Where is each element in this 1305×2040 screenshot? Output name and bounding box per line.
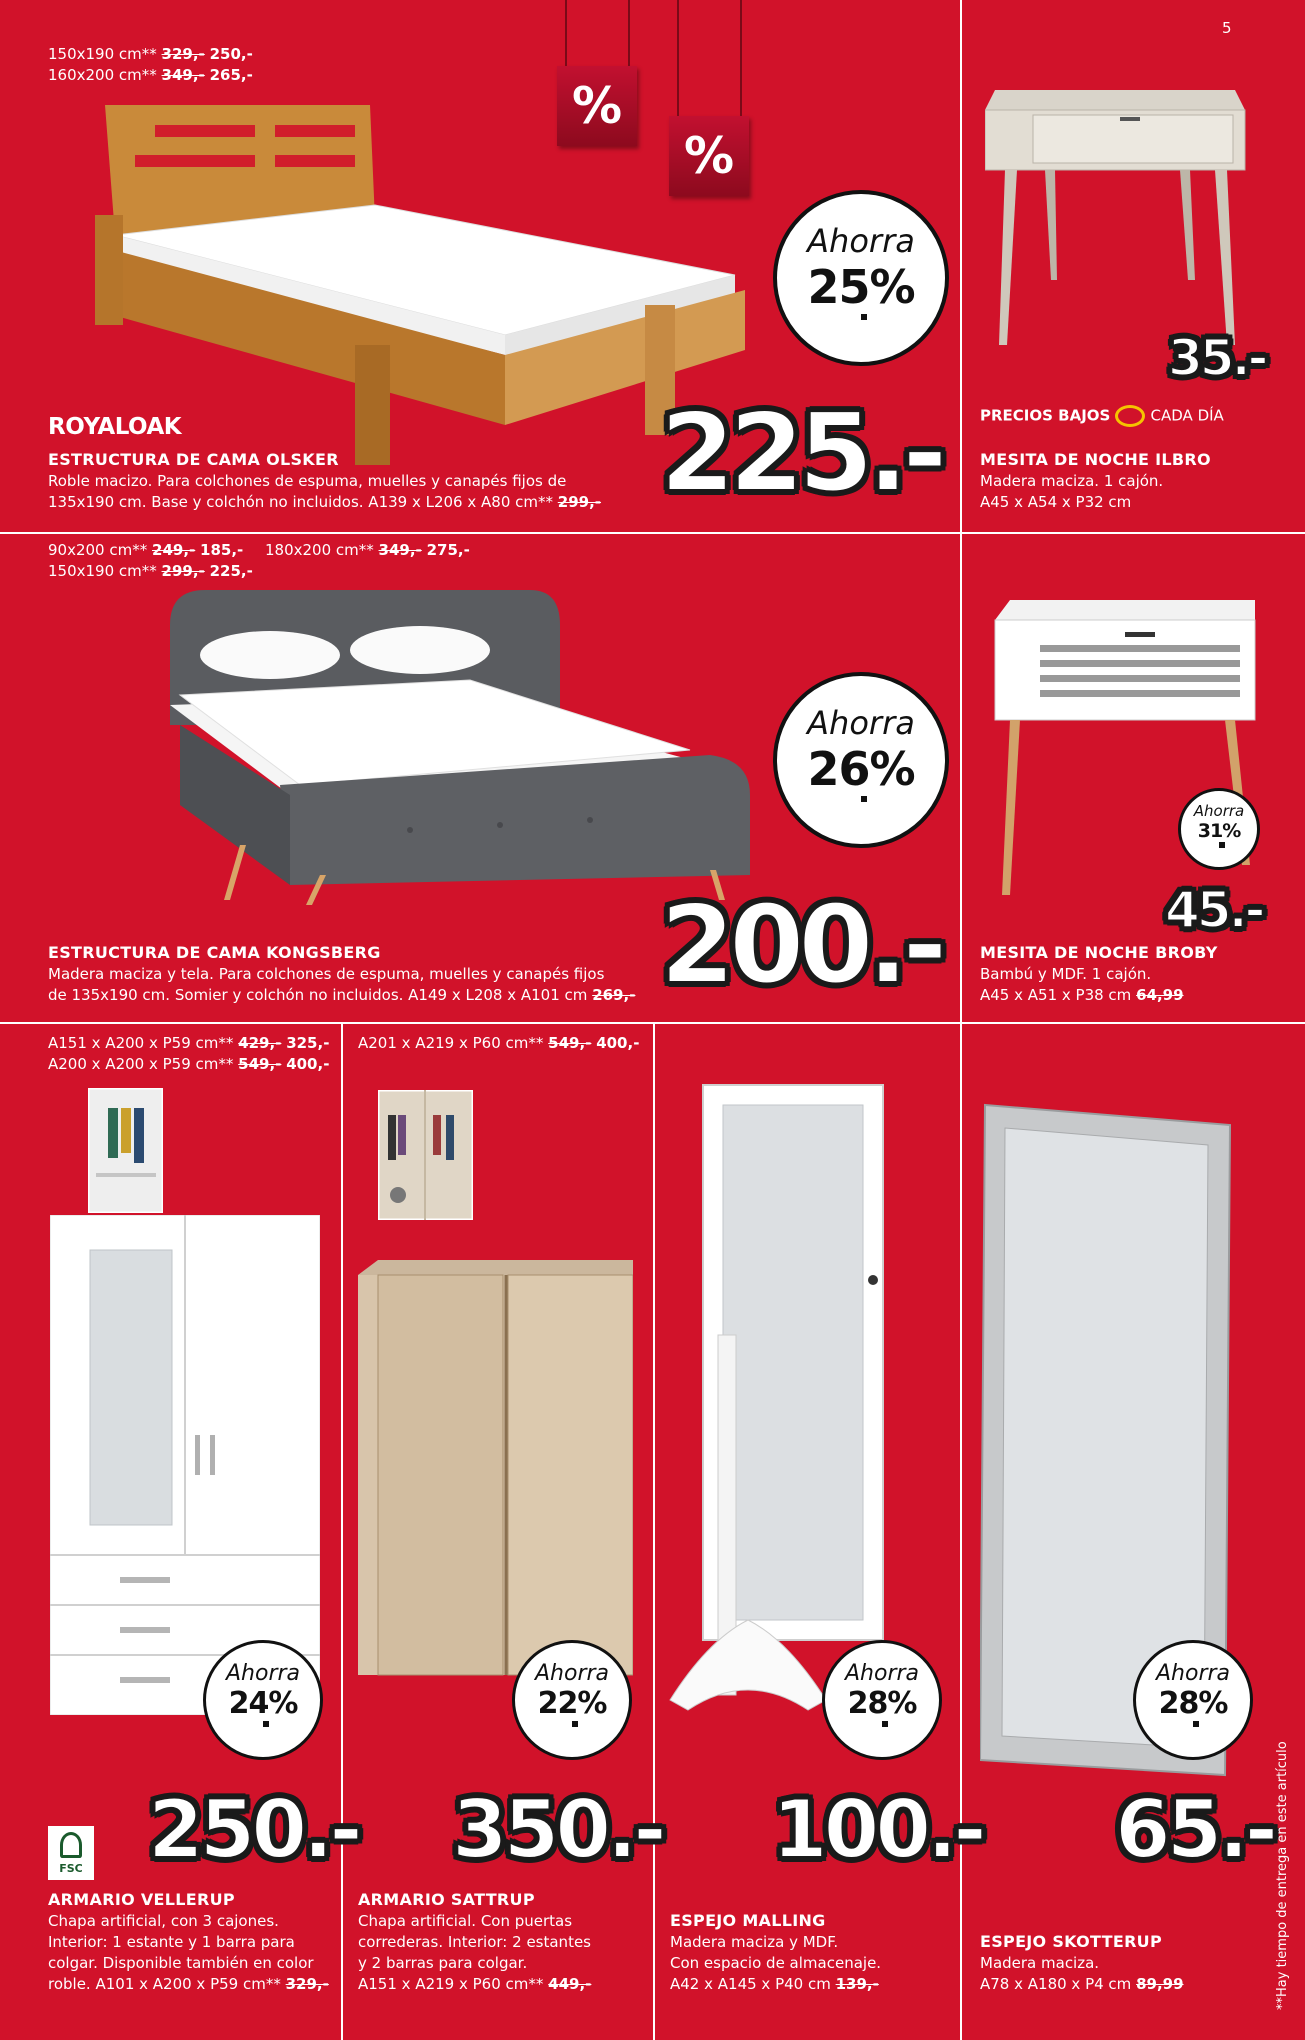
product-title: ESPEJO SKOTTERUP [980, 1932, 1163, 1951]
divider [341, 1022, 343, 2040]
product-desc: A151 x A219 x P60 cm** 449,- [358, 1975, 592, 1993]
price: 35.- [1168, 329, 1266, 387]
product-title: ESTRUCTURA DE CAMA KONGSBERG [48, 943, 381, 962]
savings-bubble [512, 1640, 632, 1760]
price: 350.- [452, 1783, 663, 1876]
save-percent: 25% [807, 260, 915, 314]
product-desc: correderas. Interior: 2 estantes [358, 1933, 591, 1951]
product-desc: Madera maciza y tela. Para colchones de espuma, muelles y canapés fijos [48, 965, 605, 983]
variant-line: 160x200 cm** 349,- 265,- [48, 66, 253, 84]
save-percent: 28% [1158, 1686, 1228, 1721]
product-desc: 135x190 cm. Base y colchón no incluidos. A139 x L206 x A80 cm** 299,- [48, 493, 602, 511]
price: 45.- [1165, 881, 1263, 939]
product-title: ARMARIO SATTRUP [358, 1890, 535, 1909]
save-percent: 28% [847, 1686, 917, 1721]
product-desc: Roble macizo. Para colchones de espuma, muelles y canapés fijos de [48, 472, 567, 490]
save-word: Ahorra [1155, 1661, 1231, 1686]
save-word: Ahorra [807, 222, 915, 260]
oak-bed-image [95, 95, 755, 475]
divider [0, 532, 1305, 534]
page-number: 5 [1222, 19, 1232, 37]
discount-tag: % [669, 116, 749, 196]
standing-mirror-image [668, 1080, 908, 1720]
product-title: MESITA DE NOCHE ILBRO [980, 450, 1211, 469]
product-desc: de 135x190 cm. Somier y colchón no incluidos. A149 x L208 x A101 cm 269,- [48, 986, 636, 1004]
variant-line: 150x190 cm** 299,- 225,- [48, 562, 253, 580]
product-desc: A78 x A180 x P4 cm 89,99 [980, 1975, 1184, 1993]
save-percent: 31% [1197, 820, 1241, 842]
divider [653, 1022, 655, 2040]
white-wardrobe-image [50, 1215, 320, 1715]
price: 65.- [1115, 1783, 1274, 1876]
save-percent: 26% [807, 742, 915, 796]
savings-bubble [773, 672, 949, 848]
product-desc: roble. A101 x A200 x P59 cm** 329,- [48, 1975, 329, 1993]
upholstered-bed-image [150, 585, 750, 905]
product-desc: Bambú y MDF. 1 cajón. [980, 965, 1152, 983]
price: 225.- [660, 391, 942, 516]
product-title: ESTRUCTURA DE CAMA OLSKER [48, 450, 339, 469]
product-desc: Madera maciza. 1 cajón. [980, 472, 1164, 490]
precios-bajos-badge: PRECIOS BAJOS CADA DÍA [980, 405, 1224, 427]
wardrobe-interior-photo [378, 1090, 473, 1220]
product-title: ESPEJO MALLING [670, 1911, 826, 1930]
product-desc: A45 x A54 x P32 cm [980, 493, 1132, 511]
product-desc: A45 x A51 x P38 cm 64,99 [980, 986, 1184, 1004]
royal-oak-logo: ROYALOAK [48, 414, 182, 440]
badge-swoosh-icon [1115, 405, 1145, 427]
price: 250.- [148, 1783, 359, 1876]
variant-line: 90x200 cm** 249,- 185,- [48, 541, 244, 559]
save-word: Ahorra [844, 1661, 920, 1686]
save-word: Ahorra [1193, 802, 1245, 820]
tag-string [628, 0, 630, 66]
product-desc: Chapa artificial, con 3 cajones. [48, 1912, 279, 1930]
variant-line: A201 x A219 x P60 cm** 549,- 400,- [358, 1034, 640, 1052]
footnote: **Hay tiempo de entrega en este artículo [1275, 1741, 1290, 2010]
save-word: Ahorra [225, 1661, 301, 1686]
save-percent: 22% [537, 1686, 607, 1721]
save-word: Ahorra [807, 704, 915, 742]
savings-bubble [773, 190, 949, 366]
tree-icon [60, 1832, 82, 1858]
savings-bubble [822, 1640, 942, 1760]
divider [960, 0, 962, 1022]
variant-line: 150x190 cm** 329,- 250,- [48, 45, 253, 63]
divider [960, 1022, 962, 2040]
savings-bubble [1133, 1640, 1253, 1760]
save-word: Ahorra [534, 1661, 610, 1686]
variant-line: 180x200 cm** 349,- 275,- [265, 541, 470, 559]
product-desc: Madera maciza y MDF. [670, 1933, 839, 1951]
fsc-logo: FSC [48, 1826, 94, 1880]
variant-line: A151 x A200 x P59 cm** 429,- 325,- [48, 1034, 330, 1052]
product-desc: Chapa artificial. Con puertas [358, 1912, 573, 1930]
product-desc: y 2 barras para colgar. [358, 1954, 528, 1972]
product-desc: Madera maciza. [980, 1954, 1100, 1972]
save-percent: 24% [228, 1686, 298, 1721]
product-title: MESITA DE NOCHE BROBY [980, 943, 1218, 962]
tag-string [565, 0, 567, 66]
product-desc: Con espacio de almacenaje. [670, 1954, 882, 1972]
discount-tag: % [557, 66, 637, 146]
product-desc: Interior: 1 estante y 1 barra para [48, 1933, 295, 1951]
product-title: ARMARIO VELLERUP [48, 1890, 235, 1909]
wardrobe-interior-photo [88, 1088, 163, 1213]
ilbro-nightstand-image [985, 80, 1255, 350]
tag-string [677, 0, 679, 116]
price: 200.- [660, 883, 942, 1008]
price: 100.- [772, 1783, 983, 1876]
product-desc: colgar. Disponible también en color [48, 1954, 314, 1972]
savings-bubble [203, 1640, 323, 1760]
product-desc: A42 x A145 x P40 cm 139,- [670, 1975, 879, 1993]
variant-line: A200 x A200 x P59 cm** 549,- 400,- [48, 1055, 330, 1073]
tag-string [740, 0, 742, 116]
oak-wardrobe-image [358, 1260, 633, 1680]
savings-bubble [1178, 788, 1260, 870]
